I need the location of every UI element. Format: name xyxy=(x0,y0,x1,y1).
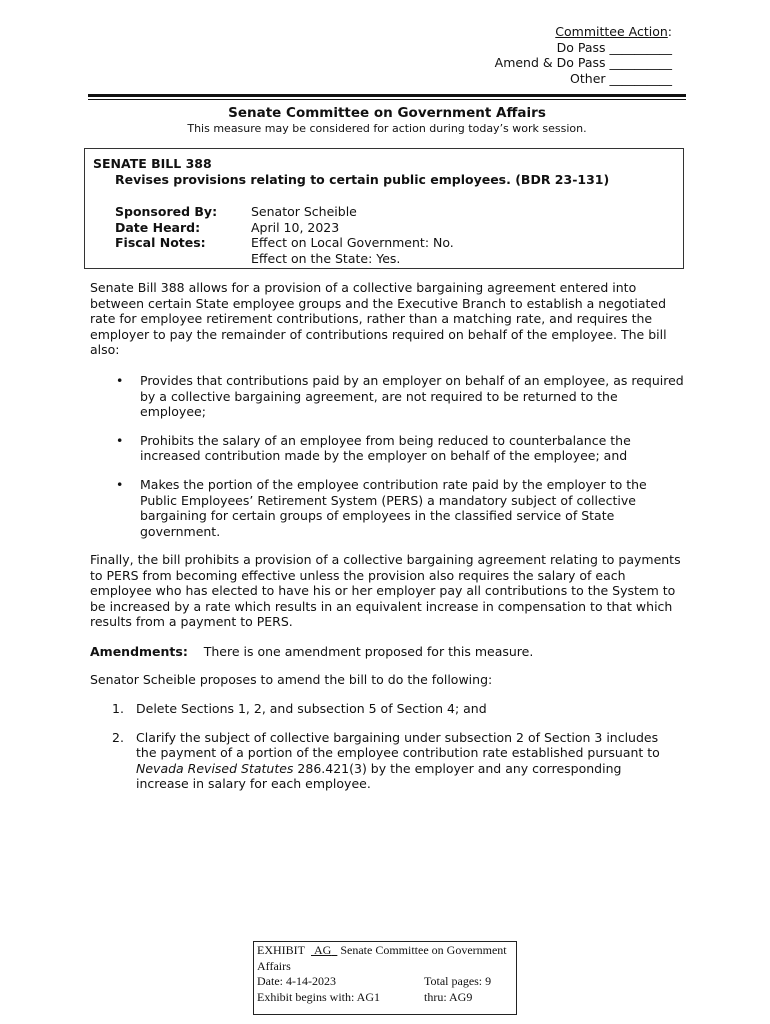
exhibit-committee-line1: Senate Committee on Government xyxy=(340,943,507,957)
bill-info-box xyxy=(84,148,684,269)
fiscal-local-value: Effect on Local Government: No. xyxy=(251,235,454,251)
exhibit-box xyxy=(253,941,517,1015)
page-title: Senate Committee on Government Affairs xyxy=(228,105,546,121)
list-item xyxy=(90,373,684,420)
date-heard-label: Date Heard: xyxy=(115,219,201,235)
list-item-text: Provides that contributions paid by an employer on behalf of an employee, as required by a collective bargaining agreement, are not required to be returned to the employee; xyxy=(140,373,684,420)
list-item xyxy=(90,730,670,792)
list-item-number: 2. xyxy=(112,729,124,745)
list-item xyxy=(90,477,684,539)
statute-reference: Nevada Revised Statutes xyxy=(136,760,294,776)
proposes-paragraph: Senator Scheible proposes to amend the bill to do the following: xyxy=(90,672,493,687)
exhibit-label: EXHIBIT xyxy=(257,943,305,957)
exhibit-total-pages: Total pages: 9 xyxy=(424,974,492,988)
bullet-icon: • xyxy=(116,476,124,492)
header-thick-rule xyxy=(88,94,686,97)
header-thin-rule xyxy=(88,99,686,100)
bill-description: Revises provisions relating to certain public employees. (BDR 23-131) xyxy=(115,172,610,187)
bill-number: SENATE BILL 388 xyxy=(93,156,212,171)
finally-paragraph: Finally, the bill prohibits a provision of a collective bargaining agreement relating to payments to PERS from becoming effective unless the provision also requires the salary of each employee who has elected to have his or her employer pay all contributions to the System to be increased by a rate which results in an equivalent increase in compensation to that which results from a payment to PERS. xyxy=(90,552,681,630)
exhibit-committee-line2: Affairs xyxy=(257,958,291,973)
bill-details xyxy=(115,204,454,266)
date-heard-value: April 10, 2023 xyxy=(251,219,340,235)
amendments-line xyxy=(90,644,533,659)
exhibit-code: AG xyxy=(314,943,332,957)
do-pass-line: Do Pass __________ xyxy=(556,39,672,55)
list-item-text: Delete Sections 1, 2, and subsection 5 of Section 4; and xyxy=(136,701,487,716)
sponsored-label: Sponsored By: xyxy=(115,204,218,219)
amendments-label: Amendments: xyxy=(90,644,188,659)
other-line: Other __________ xyxy=(570,70,672,86)
intro-paragraph: Senate Bill 388 allows for a provision of a collective bargaining agreement entered into between certain State employee groups and the Executive Branch to establish a negotiated rate for employee retirement contributions, rather than a matching rate, and requires the employer to pay the remainder of contributions required on behalf of the employee. The bill also: xyxy=(90,280,667,358)
sponsored-value: Senator Scheible xyxy=(251,204,357,219)
list-item-text: Makes the portion of the employee contribution rate paid by the employer to the Public Employees’ Retirement System (PERS) a mandatory subject of collective bargaining for certain groups of employees in the classified service of State government. xyxy=(140,476,647,539)
fiscal-notes-label: Fiscal Notes: xyxy=(115,235,206,251)
committee-action-heading: Committee Action xyxy=(555,24,668,39)
amend-do-pass-line: Amend & Do Pass __________ xyxy=(494,55,672,71)
page-subtitle: This measure may be considered for action during today’s work session. xyxy=(187,122,587,135)
amendments-text: There is one amendment proposed for this measure. xyxy=(203,644,534,659)
list-item xyxy=(90,433,684,464)
list-item xyxy=(90,701,670,717)
exhibit-begins: Exhibit begins with: AG1 xyxy=(257,989,380,1004)
bullet-icon: • xyxy=(116,373,124,388)
fiscal-state-value: Effect on the State: Yes. xyxy=(251,250,401,266)
exhibit-thru: thru: AG9 xyxy=(424,989,473,1004)
exhibit-date: Date: 4-14-2023 xyxy=(257,974,336,988)
amendment-items-list xyxy=(90,701,670,805)
list-item-text: Prohibits the salary of an employee from being reduced to counterbalance the increased contribution made by the employer on behalf of the employee; and xyxy=(140,432,631,464)
list-item-text-end: 286.421(3) by the employer and any corresponding increase in salary for each employee. xyxy=(136,760,622,792)
list-item-number: 1. xyxy=(112,701,124,716)
committee-action-colon: : xyxy=(667,24,672,39)
list-item-text-start: Clarify the subject of collective bargaining under subsection 2 of Section 3 includes the payment of a portion of the employee contribution rate established pursuant to xyxy=(136,729,660,761)
bill-provisions-list xyxy=(90,373,684,552)
bullet-icon: • xyxy=(116,432,124,448)
committee-action-block xyxy=(495,24,672,86)
